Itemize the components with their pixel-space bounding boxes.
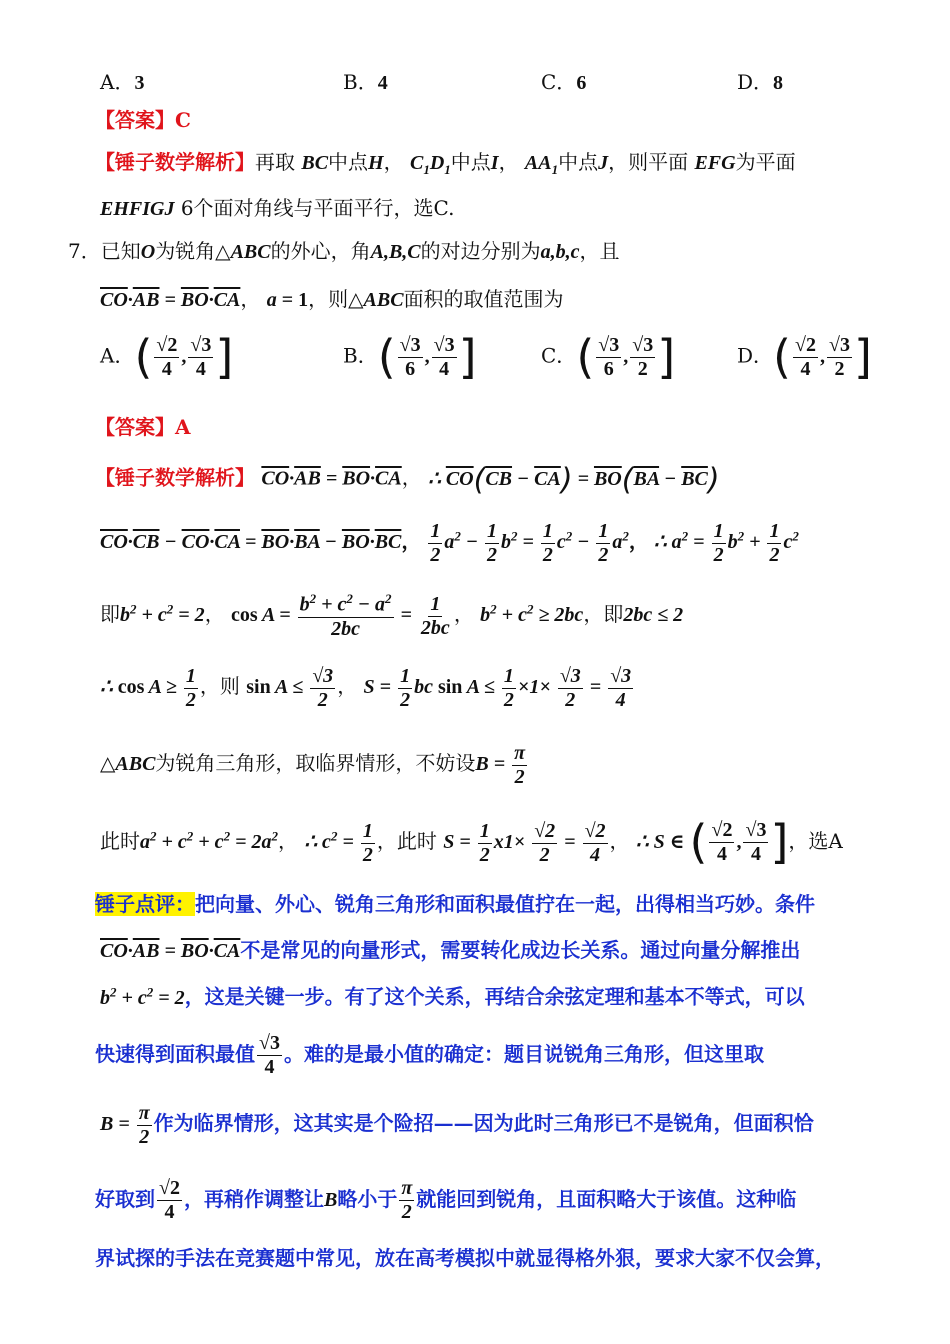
analysis-q6-line1: 【锤子数学解析】再取 BC中点H， $C_1D_1$中点I， $AA_1$中点J，则平面 EFG为平面 bbox=[95, 150, 796, 177]
q6-option-a: A．3 bbox=[100, 70, 145, 94]
solution-line2: $\overline{CO}\cdot\overline{CB} - \overline{CO}\cdot\overline{CA} = \overline{BO}\cdot\overline{BA} - \overline{BO}\cdot\overline{BC}$， $\frac{1}{2}$ $a^2$ − $\frac{1}{2}$ $b^2$ = $\frac{1}{2}$ $c^2$ − $\frac{1}{2}$ $a^2$， ∴ $a^2$ = $\frac{1}{2}$ $b^2$ + $\frac{1}{2}$ $c^2$ bbox=[100, 520, 799, 566]
q7-option-b: B．( $\frac{√3}{6}$ , $\frac{√3}{4}$ ] bbox=[343, 330, 477, 384]
solution-line6: 此时$a^2 + c^2 + c^2 = 2a^2$， ∴ $c^2$ = $\frac{1}{2}$ ，此时 S = $\frac{1}{2}$ x1× $\frac{√2}{2}$ = $\frac{√2}{4}$ ， ∴ S ∈ ( $\frac{√2}{4}$ , $\frac{√3}{4}$ ]，选A bbox=[100, 815, 843, 869]
comment-line5: B = $\frac{\pi}{2}$ 作为临界情形，这其实是个险招——因为此时三角形已不是锐角，但面积恰 bbox=[100, 1102, 814, 1148]
solution-line5: △ABC为锐角三角形，取临界情形，不妨设B = $\frac{\pi}{2}$ bbox=[100, 742, 526, 788]
solution-line4: ∴ cos A ≥ $\frac{1}{2}$ ，则 sin A ≤ $\frac{√3}{2}$ ， S = $\frac{1}{2}$ bc sin A ≤ $\frac{1}{2}$ ×1× $\frac{√3}{2}$ = $\frac{√3}{4}$ bbox=[100, 665, 632, 711]
q6-option-c: C．6 bbox=[541, 70, 587, 94]
q7-option-d: D．( $\frac{√2}{4}$ , $\frac{√3}{2}$ ] bbox=[737, 330, 872, 384]
comment-line1: 锤子点评：把向量、外心、锐角三角形和面积最值拧在一起，出得相当巧妙。条件 bbox=[95, 892, 815, 916]
solution-line3: 即$b^2 + c^2 = 2$， cos A = $\frac{b^2 + c^2 - a^2}{2bc}$ = $\frac{1}{2bc}$ ， $b^2 + c^2 \ge 2bc$，即2bc ≤ 2 bbox=[100, 591, 684, 640]
q7-statement-line1: 7．已知O为锐角△ABC的外心，角A,B,C的对边分别为a,b,c，且 bbox=[68, 239, 620, 263]
comment-line6: 好取到 $\frac{√2}{4}$ ，再稍作调整让B略小于 $\frac{\pi}{2}$ 就能回到锐角，且面积略大于该值。这种临 bbox=[95, 1177, 797, 1223]
q6-option-b: B．4 bbox=[343, 70, 388, 94]
comment-line7: 界试探的手法在竞赛题中常见，放在高考模拟中就显得格外狠，要求大家不仅会算， bbox=[95, 1246, 835, 1270]
answer-q6: 【答案】C bbox=[95, 108, 191, 132]
comment-line2: $\overline{CO}\cdot\overline{AB} = \overline{BO}\cdot\overline{CA}$不是常见的向量形式，需要转化成边长关系。通过向量分解推出 bbox=[100, 938, 801, 962]
comment-label: 锤子点评： bbox=[95, 892, 195, 916]
solution-line1: 【锤子数学解析】 $\overline{CO}\cdot\overline{AB} = \overline{BO}\cdot\overline{CA}$， ∴ $\overline{CO}(\overline{CB} - \overline{CA}) = \overline{BO}(\overline{BA} - \overline{BC})$ bbox=[95, 462, 720, 497]
q7-statement-line2: $\overline{CO}\cdot\overline{AB} = \overline{BO}\cdot\overline{CA}$， a = 1，则△ABC面积的取值范围为 bbox=[100, 287, 564, 311]
q7-option-c: C．( $\frac{√3}{6}$ , $\frac{√3}{2}$ ] bbox=[541, 330, 676, 384]
q7-option-a: A．( $\frac{√2}{4}$ , $\frac{√3}{4}$ ] bbox=[100, 330, 234, 384]
q6-option-d: D．8 bbox=[737, 70, 784, 94]
comment-line3: $b^2 + c^2 = 2$，这是关键一步。有了这个关系，再结合余弦定理和基本不等式，可以 bbox=[100, 984, 805, 1009]
comment-line4: 快速得到面积最值 $\frac{√3}{4}$ 。难的是最小值的确定：题目说锐角三角形，但这里取 bbox=[95, 1032, 764, 1078]
analysis-q6-line2: EHFIGJ 6个面对角线与平面平行，选C. bbox=[100, 196, 455, 220]
answer-q7: 【答案】A bbox=[95, 415, 191, 439]
